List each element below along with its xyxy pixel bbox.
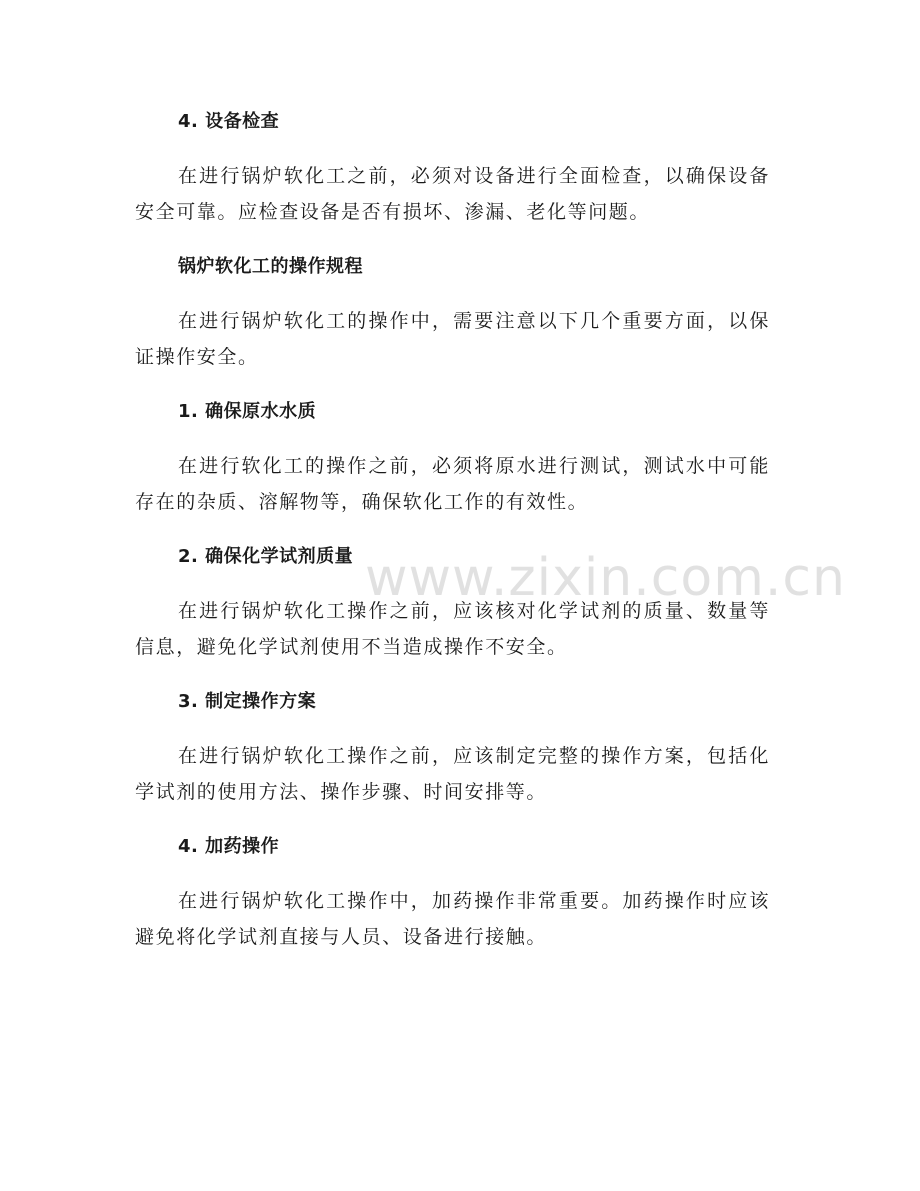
section-heading-dosing-operation: 4. 加药操作: [178, 836, 280, 857]
paragraph-reagent-quality: 在进行锅炉软化工操作之前，应该核对化学试剂的质量、数量等信息，避免化学试剂使用不当造成操作不安全。: [135, 600, 770, 658]
section-heading-equipment-check: 4. 设备检查: [178, 111, 280, 132]
paragraph-dosing-operation: 在进行锅炉软化工操作中，加药操作非常重要。加药操作时应该避免将化学试剂直接与人员、设备进行接触。: [135, 890, 770, 948]
section-heading-reagent-quality: 2. 确保化学试剂质量: [178, 546, 354, 567]
paragraph-equipment-check: 在进行锅炉软化工之前，必须对设备进行全面检查，以确保设备安全可靠。应检查设备是否有损坏、渗漏、老化等问题。: [135, 165, 770, 223]
section-heading-raw-water-quality: 1. 确保原水水质: [178, 401, 317, 422]
paragraph-operating-rules: 在进行锅炉软化工的操作中，需要注意以下几个重要方面，以保证操作安全。: [135, 310, 770, 368]
document-body: [135, 104, 770, 974]
section-heading-operating-rules: 锅炉软化工的操作规程: [178, 256, 363, 277]
section-heading-operation-plan: 3. 制定操作方案: [178, 691, 317, 712]
watermark: www.zixin.com.cn: [365, 548, 846, 608]
paragraph-raw-water-quality: 在进行软化工的操作之前，必须将原水进行测试，测试水中可能存在的杂质、溶解物等，确保软化工作的有效性。: [135, 455, 770, 513]
paragraph-operation-plan: 在进行锅炉软化工操作之前，应该制定完整的操作方案，包括化学试剂的使用方法、操作步骤、时间安排等。: [135, 745, 770, 803]
